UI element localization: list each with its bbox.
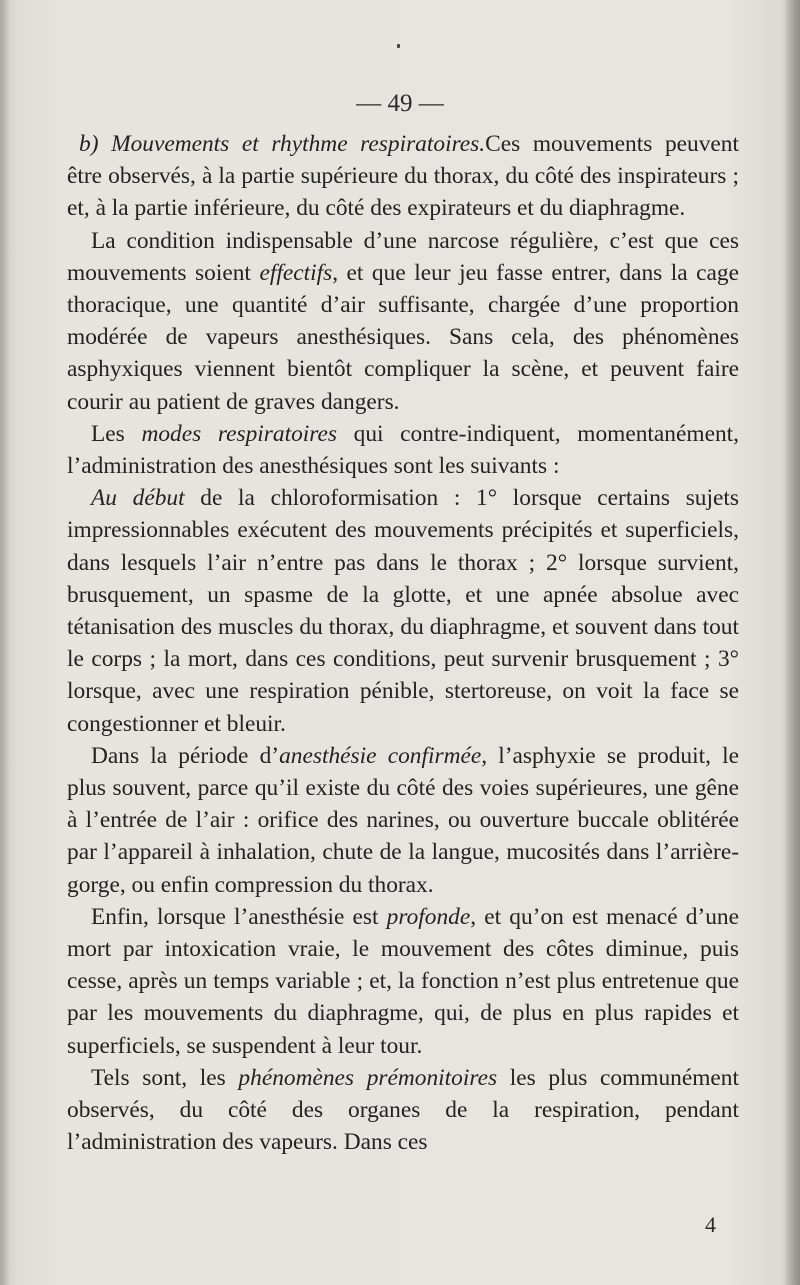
text-run: Enfin, lorsque l’anesthésie est	[91, 903, 387, 930]
page-gutter-shadow	[0, 0, 10, 1285]
paragraph	[67, 1062, 739, 1159]
italic-run: b)	[79, 131, 112, 157]
paragraph	[67, 225, 739, 418]
body-text	[67, 128, 739, 1159]
text-run: Tels sont, les	[91, 1064, 239, 1091]
page-number: — 49 —	[356, 90, 444, 117]
text-run: , et que leur jeu fasse entrer, dans la cage thoracique, une quantité d’air suffisante, chargée d’une proportion modérée de vapeurs anesthésiques. Sans cela, des phénomènes asphyxiques viennent bientôt compliquer la scène, et peuvent faire courir au patient de graves dangers.	[67, 259, 740, 415]
paragraph	[67, 740, 739, 901]
page-edge-shadow	[784, 0, 800, 1285]
italic-run: profonde	[386, 903, 471, 930]
text-run: Les	[91, 420, 142, 447]
text-run: Ces mouvements peuvent être observés, à la partie supérieure du thorax, du côté des inspirateurs ; et, à la partie inférieure, du côté des expirateurs et du diaphragme.	[67, 131, 739, 222]
italic-run: phénomènes prémonitoires	[238, 1064, 498, 1091]
paragraph	[67, 901, 739, 1062]
ink-speck	[397, 44, 400, 48]
italic-run: Au début	[91, 485, 185, 512]
text-run: , et qu’on est menacé d’une mort par intoxication vraie, le mouvement des côtes diminue, puis cesse, après un temps variable ; et, la fonction n’est plus entretenue que par les mouvements du diaphragme, qui, de plus en plus rapides et superficiels, se suspendent à leur tour.	[67, 903, 739, 1059]
text-run: , l’asphyxie se produit, le plus souvent, parce qu’il existe du côté des voies supérieures, une gêne à l’entrée de l’air : orifice des narines, ou ouverture buccale oblitérée par l’appareil à inhalation, chute de la langue, mucosités dans l’arrière-gorge, ou enfin compression du thorax.	[67, 742, 739, 898]
text-run: les plus communément observés, du côté des organes de la respiration, pendant l’administration des vapeurs. Dans ces	[67, 1064, 739, 1156]
text-run: qui contre-indiquent, momentanément, l’administration des anesthésiques sont les suivants :	[67, 420, 739, 480]
paragraph	[67, 128, 739, 225]
paragraph	[67, 482, 739, 740]
italic-run: Mouvements et rhythme respiratoires.	[111, 131, 486, 157]
italic-run: effectifs	[259, 259, 333, 286]
italic-run: anesthésie confirmée	[279, 742, 482, 769]
italic-run: modes respiratoires	[141, 420, 337, 447]
signature-mark: 4	[705, 1212, 716, 1237]
paragraph	[67, 418, 739, 482]
text-run: Dans la période d’	[91, 742, 280, 769]
text-run: de la chloroformisation : 1° lorsque certains sujets impressionnables exécutent des mouvements précipités et superficiels, dans lesquels l’air n’entre pas dans le thorax ; 2° lorsque survient, brusquement, un spasme de la glotte, et une apnée absolue avec tétanisation des muscles du thorax, du diaphragme, et souvent dans tout le corps ; la mort, dans ces conditions, peut survenir brusquement ; 3° lorsque, avec une respiration pénible, stertoreuse, on voit la face se congestionner et bleuir.	[67, 485, 739, 737]
text-run: La condition indispensable d’une narcose régulière, c’est que ces mouvements soient	[67, 227, 739, 286]
